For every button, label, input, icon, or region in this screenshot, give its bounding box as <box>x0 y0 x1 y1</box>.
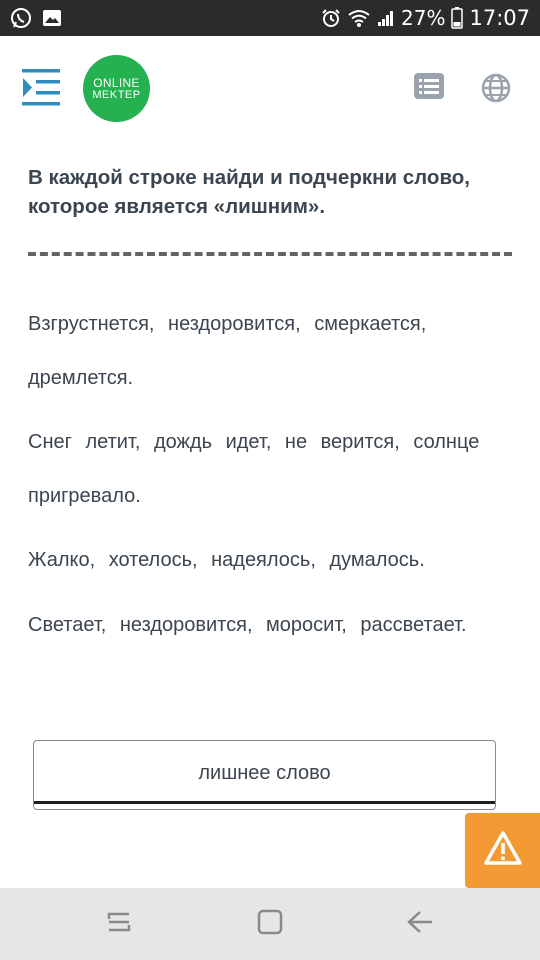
list-icon <box>414 90 446 107</box>
exercise-line-4[interactable]: Светает, нездоровится, моросит, рассветает. <box>28 614 467 636</box>
recent-apps-button[interactable] <box>99 908 139 940</box>
divider <box>28 252 512 257</box>
warning-icon <box>483 830 523 871</box>
globe-icon <box>480 91 512 108</box>
exercise-line-3[interactable]: Жалко, хотелось, надеялось, думалось. <box>28 549 425 571</box>
exercise-line-1[interactable]: Взгрустнется, нездоровится, смеркается, дремлется. <box>28 313 427 389</box>
back-icon <box>406 909 434 940</box>
menu-button[interactable] <box>22 69 62 107</box>
status-left <box>10 7 62 29</box>
language-button[interactable] <box>480 72 512 104</box>
home-button[interactable] <box>250 908 290 940</box>
alarm-icon <box>321 8 341 28</box>
recent-apps-icon <box>105 909 133 940</box>
online-mektep-logo[interactable] <box>83 55 150 122</box>
gallery-icon <box>42 8 62 28</box>
whatsapp-icon <box>10 7 32 29</box>
logo-line1: ONLINE <box>93 75 140 90</box>
list-button[interactable] <box>414 73 446 103</box>
menu-icon <box>22 94 62 111</box>
logo-line2: MEKTEP <box>92 88 141 101</box>
system-nav-bar <box>0 888 540 960</box>
battery-icon <box>451 7 463 29</box>
status-right <box>321 0 530 36</box>
back-button[interactable] <box>400 908 440 940</box>
signal-icon <box>377 9 395 27</box>
answer-button-label: лишнее слово <box>198 762 331 784</box>
battery-percent: 27% <box>401 6 446 30</box>
task-title: В каждой строке найди и подчеркни слово, которое является «лишним». <box>28 166 471 218</box>
wifi-icon <box>347 8 371 28</box>
report-problem-button[interactable] <box>465 813 540 888</box>
answer-underline <box>34 801 495 804</box>
app-header <box>0 36 540 140</box>
home-icon <box>256 908 284 941</box>
exercise-line-2[interactable]: Снег летит, дождь идет, не верится, солнце пригревало. <box>28 431 480 507</box>
status-time: 17:07 <box>469 6 530 30</box>
answer-button[interactable] <box>33 740 496 810</box>
status-bar <box>0 0 540 36</box>
